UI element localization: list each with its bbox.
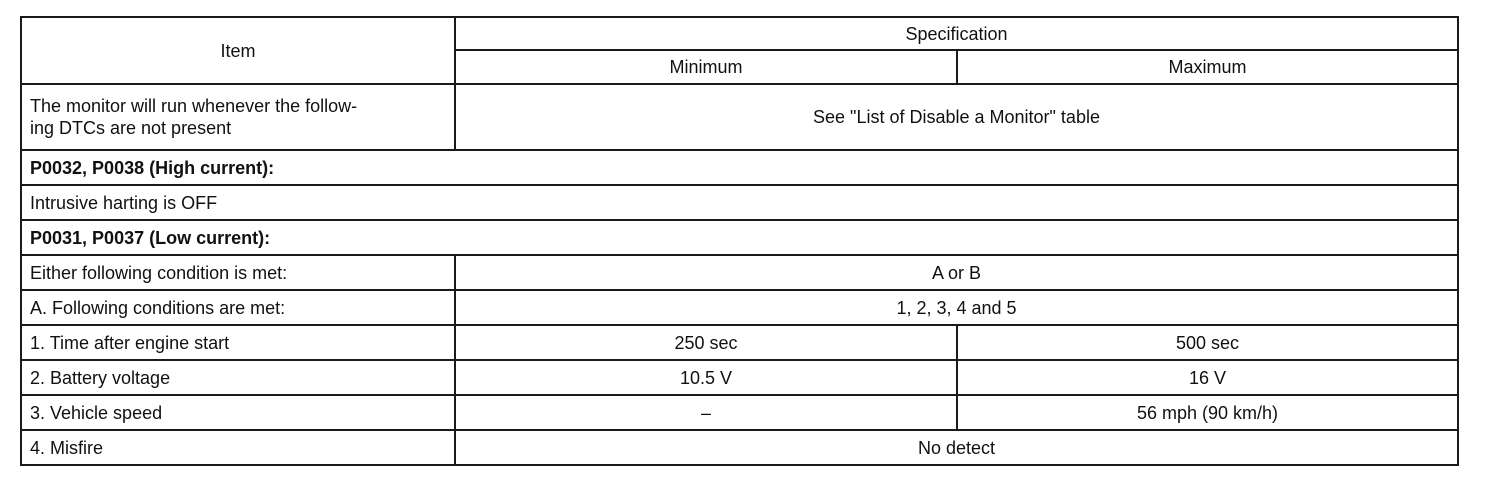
maximum-header: Maximum	[957, 50, 1458, 84]
maximum-cell: 500 sec	[957, 325, 1458, 360]
specification-table	[20, 16, 1459, 466]
table-row	[21, 185, 1458, 220]
header-row	[21, 17, 1458, 50]
maximum-cell: 16 V	[957, 360, 1458, 395]
table-row	[21, 290, 1458, 325]
full-width-cell: Intrusive harting is OFF	[21, 185, 1458, 220]
minimum-cell: 250 sec	[455, 325, 957, 360]
table-row	[21, 360, 1458, 395]
section-row	[21, 220, 1458, 255]
section-row	[21, 150, 1458, 185]
item-cell: 3. Vehicle speed	[21, 395, 455, 430]
maximum-cell: 56 mph (90 km/h)	[957, 395, 1458, 430]
table-row	[21, 84, 1458, 150]
item-header: Item	[21, 17, 455, 84]
section-heading: P0031, P0037 (Low current):	[21, 220, 1458, 255]
spec-span-cell: No detect	[455, 430, 1458, 465]
section-heading: P0032, P0038 (High current):	[21, 150, 1458, 185]
minimum-cell: 10.5 V	[455, 360, 957, 395]
minimum-header: Minimum	[455, 50, 957, 84]
item-cell: A. Following conditions are met:	[21, 290, 455, 325]
spec-span-cell: See "List of Disable a Monitor" table	[455, 84, 1458, 150]
item-cell: 1. Time after engine start	[21, 325, 455, 360]
table-row	[21, 430, 1458, 465]
spec-span-cell: A or B	[455, 255, 1458, 290]
item-cell: Either following condition is met:	[21, 255, 455, 290]
specification-header: Specification	[455, 17, 1458, 50]
spec-span-cell: 1, 2, 3, 4 and 5	[455, 290, 1458, 325]
item-cell: 4. Misfire	[21, 430, 455, 465]
item-cell	[21, 84, 455, 150]
item-cell-line-2: ing DTCs are not present	[30, 118, 232, 138]
item-cell-line-1: The monitor will run whenever the follow-	[30, 96, 358, 116]
minimum-cell: –	[455, 395, 957, 430]
table-row	[21, 255, 1458, 290]
item-cell: 2. Battery voltage	[21, 360, 455, 395]
table-row	[21, 325, 1458, 360]
table-row	[21, 395, 1458, 430]
